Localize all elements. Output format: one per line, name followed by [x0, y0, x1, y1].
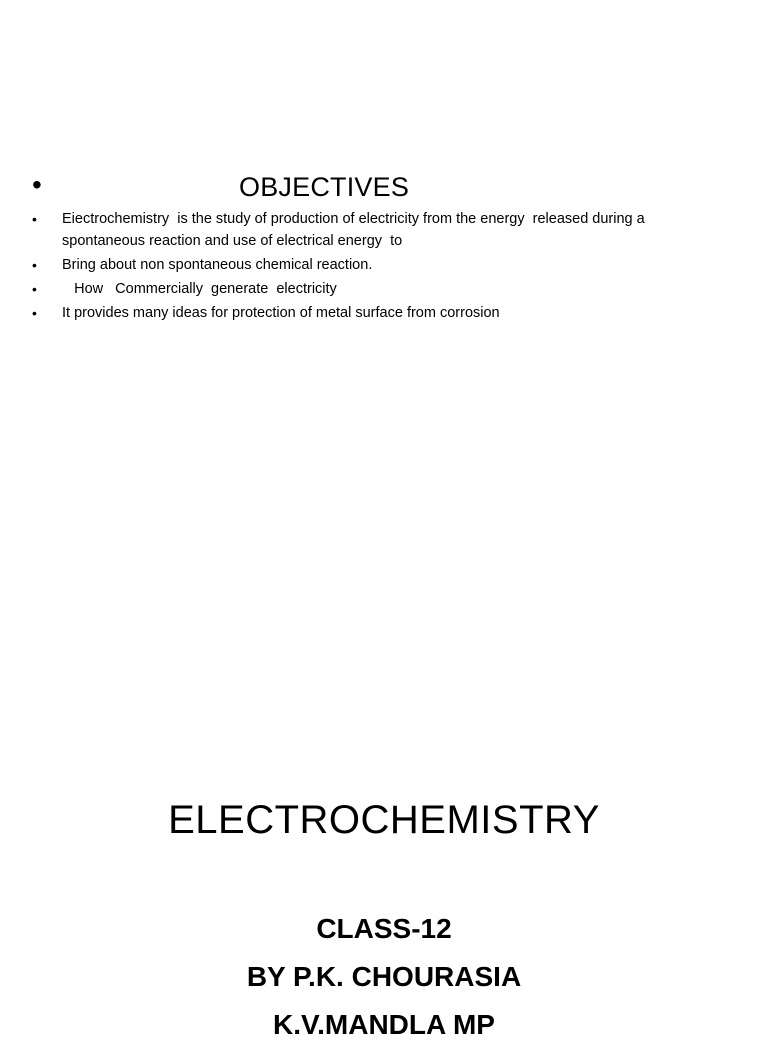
- school-line: K.V.MANDLA MP: [273, 1009, 495, 1040]
- objective-item-1: [32, 208, 722, 252]
- objective-item-3: [32, 278, 722, 300]
- objectives-list: [32, 208, 722, 326]
- slide-title: ELECTROCHEMISTRY: [168, 798, 600, 842]
- bullet-dot: •: [32, 281, 37, 297]
- author-line: BY P.K. CHOURASIA: [246, 961, 522, 992]
- class-line: CLASS-12: [316, 913, 452, 944]
- objective-item-4: [32, 302, 722, 324]
- objective-text: It provides many ideas for protection of metal surface from corrosion: [62, 305, 500, 321]
- bullet-dot: •: [32, 257, 37, 273]
- objective-text: Bring about non spontaneous chemical reaction.: [62, 257, 373, 273]
- objectives-heading: OBJECTIVES: [239, 172, 410, 202]
- bullet-dot: •: [32, 211, 37, 227]
- objectives-bullet: •: [32, 169, 42, 200]
- objective-text: How Commercially generate electricity: [62, 281, 337, 297]
- objective-item-2: [32, 254, 722, 276]
- objective-text: Eiectrochemistry is the study of production of electricity from the energy released during a spontaneous reaction and use of electrical energy to: [62, 211, 649, 249]
- bullet-dot: •: [32, 305, 37, 321]
